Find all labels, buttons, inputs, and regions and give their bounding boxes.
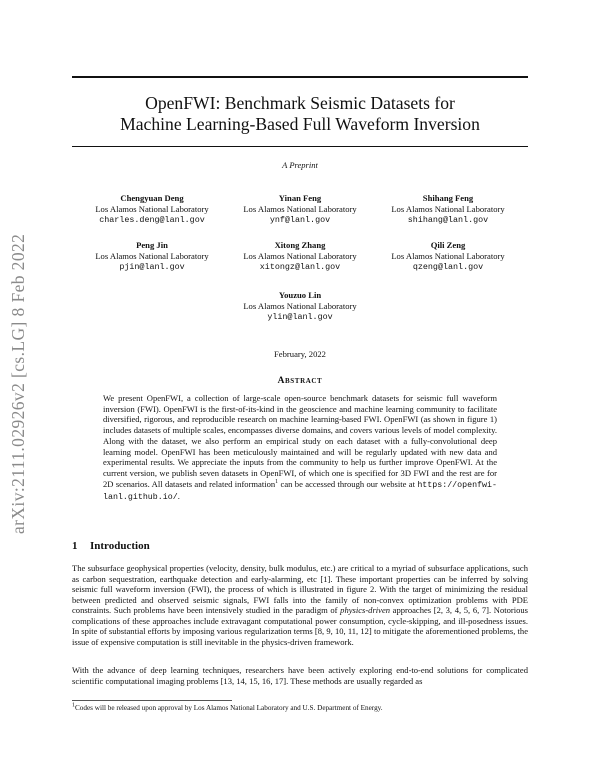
abstract-body (103, 393, 497, 504)
author-name: Yinan Feng (278, 193, 322, 203)
author-name: Youzuo Lin (278, 290, 322, 300)
author-block (220, 240, 380, 273)
title-line-1: OpenFWI: Benchmark Seismic Datasets for (145, 93, 455, 113)
author-email[interactable]: qzeng@lanl.gov (412, 262, 484, 272)
author-email[interactable]: shihang@lanl.gov (407, 215, 489, 225)
section-heading (72, 540, 150, 552)
title-top-rule (72, 76, 528, 78)
author-block (72, 240, 232, 273)
footnote-marker[interactable]: 1 (275, 478, 279, 485)
section-title: Introduction (90, 540, 150, 552)
author-block (220, 193, 380, 226)
author-affiliation: Los Alamos National Laboratory (243, 204, 357, 214)
abstract-tail: can be accessed through our website at (278, 478, 418, 489)
arxiv-stamp: arXiv:2111.02926v2 [cs.LG] 8 Feb 2022 (8, 233, 28, 535)
abstract-end: . (177, 491, 180, 502)
author-email[interactable]: pjin@lanl.gov (119, 262, 185, 272)
author-affiliation: Los Alamos National Laboratory (243, 301, 357, 311)
title-bottom-rule (72, 146, 528, 147)
author-affiliation: Los Alamos National Laboratory (391, 204, 505, 214)
author-email[interactable]: xitongz@lanl.gov (259, 262, 341, 272)
abstract-text: We present OpenFWI, a collection of large-scale open-source benchmark datasets for seismic full waveform inversion (FWI). OpenFWI is the first-of-its-kind in the geoscience and machine learning community to facilitate diversified, rigorous, and reproducible research on machine learning-based FWI. OpenFWI (as shown in figure 1) includes datasets of multiple scales, encompasses diverse domains, and covers various levels of model complexity. Along with the dataset, we also perform an empirical study on each dataset with a fully-convolutional deep learning model. OpenFWI has been meticulously maintained and will be regularly updated with new data and experimental results. We appreciate the inputs from the community to help us further improve OpenFWI. At the current version, we publish seven datasets in OpenFWI, of which one is specified for 3D FWI and the rest are for 2D scenarios. All datasets and related information (103, 393, 497, 489)
footnote (72, 704, 528, 712)
author-email[interactable]: ynf@lanl.gov (269, 215, 331, 225)
abstract-heading (72, 376, 528, 386)
footnote-number: 1 (72, 702, 75, 709)
author-affiliation: Los Alamos National Laboratory (95, 251, 209, 261)
author-name: Chengyuan Deng (120, 193, 184, 203)
author-name: Qili Zeng (430, 240, 466, 250)
website-link[interactable]: https://openfwi-lanl.github.io/ (103, 480, 497, 503)
publication-date: February, 2022 (274, 349, 326, 359)
section-number: 1 (72, 540, 78, 552)
abstract-heading-text: Abstract (277, 376, 323, 386)
author-email[interactable]: ylin@lanl.gov (267, 312, 333, 322)
author-affiliation: Los Alamos National Laboratory (243, 251, 357, 261)
intro-paragraph-1 (72, 563, 528, 647)
intro-p1-rest: approaches [2, 3, 4, 5, 6, 7]. Notorious complications of these approaches include extravagant computational power consumption, cycle-skipping, and ill-posedness issues. In spite of substantial efforts by imposing various regularization terms [8, 9, 10, 11, 12] to mitigate the aforementioned problems, the issue of expensive computation is still inevitable in the physics-driven framework. (72, 605, 528, 647)
title-line-2: Machine Learning-Based Full Waveform Inversion (120, 114, 480, 134)
author-block (220, 290, 380, 323)
preprint-label: A Preprint (282, 160, 318, 170)
intro-paragraph-2: With the advance of deep learning techniques, researchers have been actively exploring end-to-end solutions for complicated scientific computational imaging problems [13, 14, 15, 16, 17]. These methods are usually regarded as (72, 665, 528, 686)
intro-p1-italic: physics-driven (340, 605, 391, 615)
footnote-text: Codes will be released upon approval by Los Alamos National Laboratory and U.S. Department of Energy. (75, 704, 383, 712)
author-name: Shihang Feng (422, 193, 474, 203)
paper-title (72, 93, 528, 135)
author-name: Xitong Zhang (274, 240, 326, 250)
author-block (368, 193, 528, 226)
author-email[interactable]: charles.deng@lanl.gov (99, 215, 205, 225)
intro-p1-text: The subsurface geophysical properties (velocity, density, bulk modulus, etc.) are critical to a myriad of subsurface applications, such as carbon sequestration, earthquake detection and early-alarming, etc [1]. These important properties can be inferred by solving seismic full waveform inversion (FWI), the process of which is illustrated in figure 2. With the target of minimizing the residual between predicted and observed seismic signals, FWI falls into the family of non-convex optimization problems with PDE constraints. Such problems have been intensively studied in the paradigm of (72, 563, 528, 615)
author-block (72, 193, 232, 226)
author-affiliation: Los Alamos National Laboratory (95, 204, 209, 214)
author-block (368, 240, 528, 273)
footnote-rule (72, 700, 232, 701)
author-name: Peng Jin (136, 240, 168, 250)
author-affiliation: Los Alamos National Laboratory (391, 251, 505, 261)
